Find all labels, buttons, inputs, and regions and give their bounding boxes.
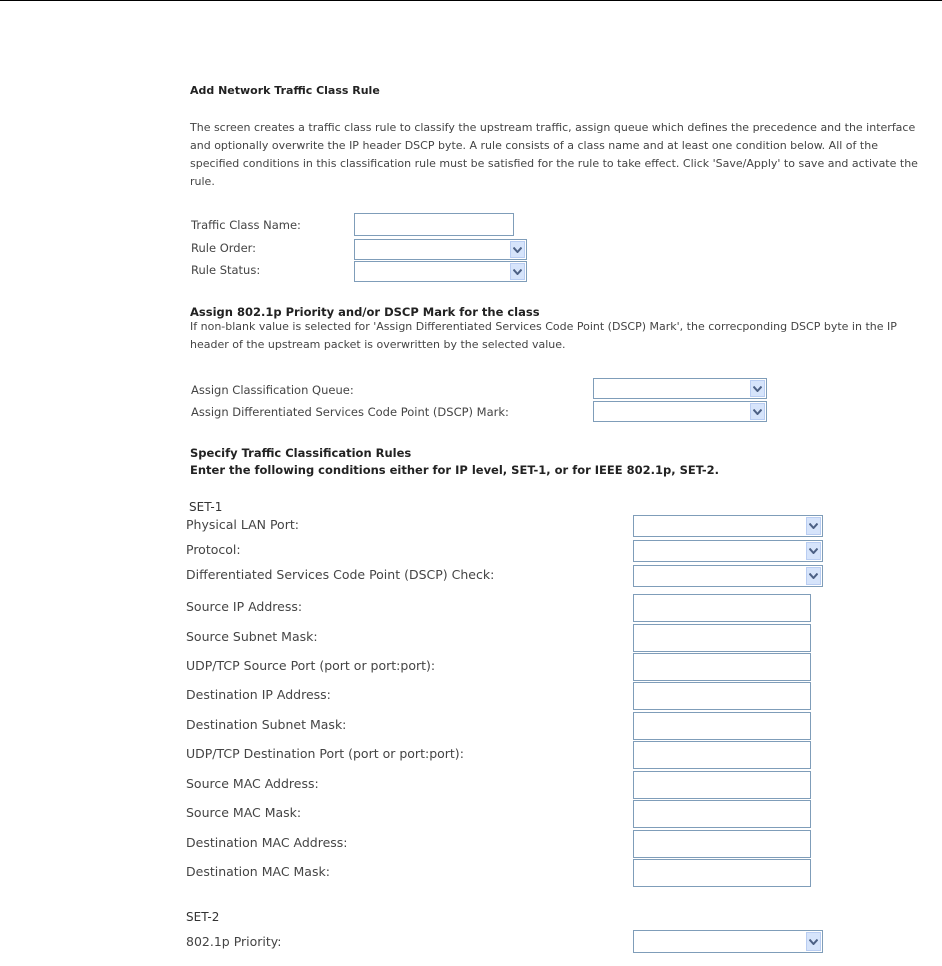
priority-select[interactable] (633, 930, 823, 953)
page-description: The screen creates a traffic class rule to classify the upstream traffic, assign queue which defines the precedence and the interface and optionally overwrite the IP header DSCP byte. A rule consists of a class name and at least one condition below. All of the specified conditions in this classification rule must be satisfied for the rule to take effect. Click 'Save/Apply' to save and activate the rule. (190, 121, 918, 188)
source-subnet-mask-label: Source Subnet Mask: (186, 629, 318, 644)
priority-label: 802.1p Priority: (186, 934, 282, 949)
destination-ip-label: Destination IP Address: (186, 687, 331, 702)
destination-mac-mask-label: Destination MAC Mask: (186, 864, 330, 879)
rule-status-label: Rule Status: (191, 263, 261, 277)
chevron-down-icon[interactable] (806, 542, 821, 560)
classification-queue-label: Assign Classification Queue: (191, 383, 354, 397)
source-ip-input[interactable] (633, 594, 811, 622)
set2-heading: SET-2 (186, 910, 220, 924)
rules-section-subtitle: Enter the following conditions either for IP level, SET-1, or for IEEE 802.1p, SET-2. (190, 463, 720, 477)
destination-subnet-mask-label: Destination Subnet Mask: (186, 717, 347, 732)
destination-ip-input[interactable] (633, 682, 811, 710)
chevron-down-icon[interactable] (806, 517, 821, 535)
traffic-class-name-input[interactable] (354, 213, 514, 236)
set1-heading: SET-1 (189, 500, 223, 514)
source-ip-label: Source IP Address: (186, 599, 303, 614)
assign-section-title: Assign 802.1p Priority and/or DSCP Mark for the class (190, 305, 540, 319)
source-subnet-mask-input[interactable] (633, 624, 811, 652)
protocol-select[interactable] (633, 540, 823, 562)
destination-mac-label: Destination MAC Address: (186, 835, 348, 850)
lan-port-select[interactable] (633, 515, 823, 537)
source-mac-label: Source MAC Address: (186, 776, 319, 791)
chevron-down-icon[interactable] (806, 567, 821, 585)
chevron-down-icon[interactable] (750, 380, 765, 397)
rule-order-select[interactable] (354, 239, 527, 260)
rules-section-title: Specify Traffic Classification Rules (190, 446, 412, 460)
destination-port-label: UDP/TCP Destination Port (port or port:port): (186, 746, 464, 761)
dscp-check-select[interactable] (633, 565, 823, 587)
protocol-label: Protocol: (186, 542, 241, 557)
rule-status-select[interactable] (354, 261, 527, 282)
dscp-mark-label: Assign Differentiated Services Code Point (DSCP) Mark: (191, 405, 509, 419)
rule-order-label: Rule Order: (191, 241, 257, 255)
source-port-input[interactable] (633, 653, 811, 681)
chevron-down-icon[interactable] (510, 241, 525, 258)
source-mac-input[interactable] (633, 771, 811, 799)
destination-port-input[interactable] (633, 741, 811, 769)
traffic-class-name-label: Traffic Class Name: (191, 218, 301, 232)
classification-queue-select[interactable] (593, 378, 767, 399)
dscp-check-label: Differentiated Services Code Point (DSCP) Check: (186, 567, 495, 582)
chevron-down-icon[interactable] (510, 263, 525, 280)
assign-section-description: If non-blank value is selected for 'Assign Differentiated Services Code Point (DSCP) Mark', the correcponding DSCP byte in the IP header of the upstream packet is overwritten by the selected value. (190, 320, 897, 351)
destination-mac-input[interactable] (633, 830, 811, 858)
chevron-down-icon[interactable] (806, 932, 821, 951)
source-mac-mask-input[interactable] (633, 800, 811, 828)
dscp-mark-select[interactable] (593, 401, 767, 422)
source-port-label: UDP/TCP Source Port (port or port:port): (186, 658, 436, 673)
lan-port-label: Physical LAN Port: (186, 517, 299, 532)
page-title: Add Network Traffic Class Rule (190, 84, 380, 97)
top-divider (0, 0, 942, 1)
destination-mac-mask-input[interactable] (633, 859, 811, 887)
destination-subnet-mask-input[interactable] (633, 712, 811, 740)
chevron-down-icon[interactable] (750, 403, 765, 420)
source-mac-mask-label: Source MAC Mask: (186, 805, 302, 820)
